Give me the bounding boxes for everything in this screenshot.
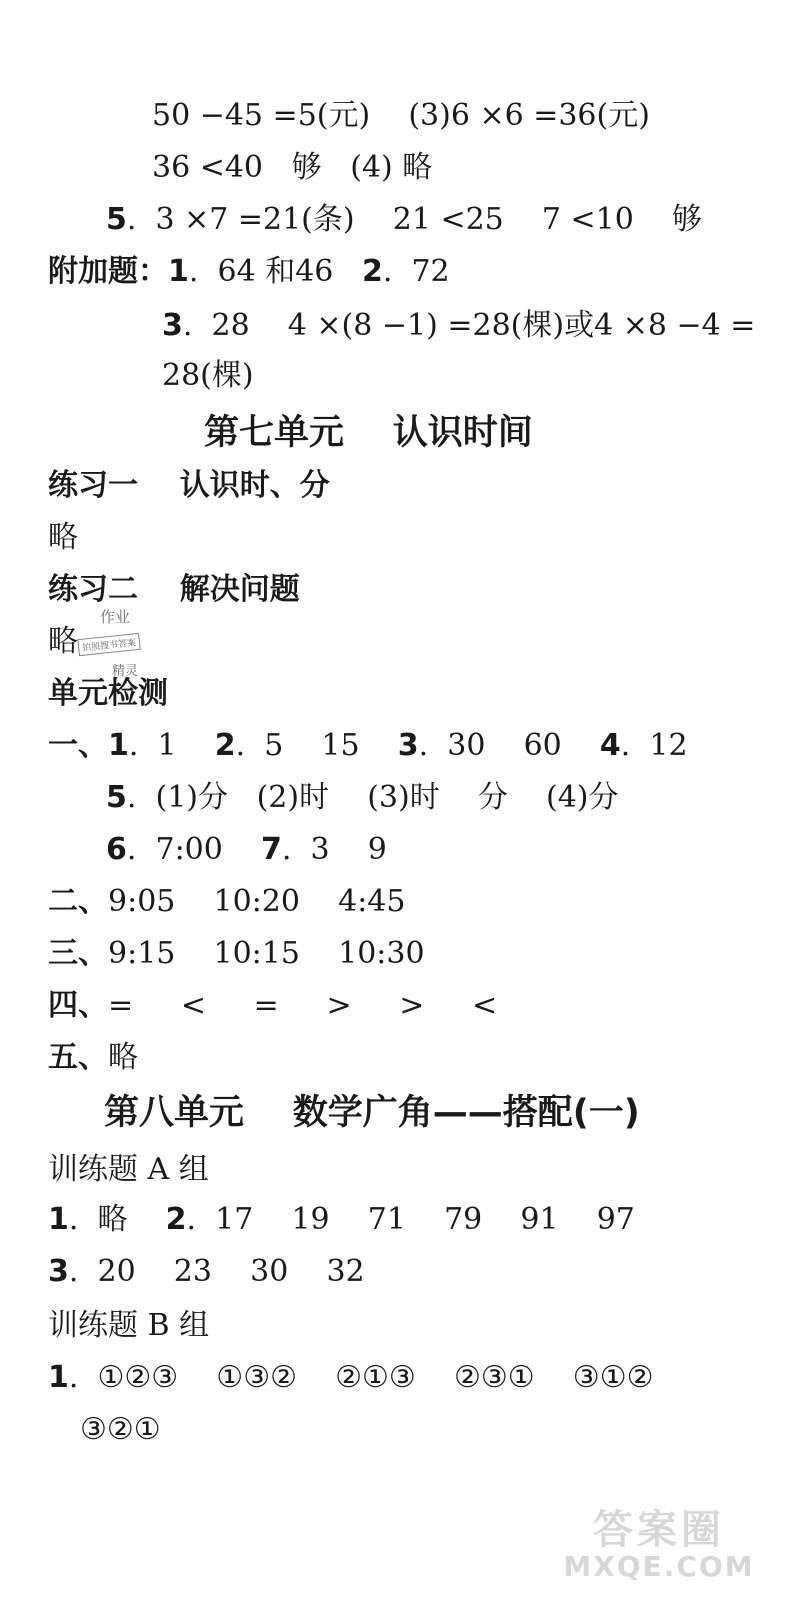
unit-7-title — [204, 412, 533, 454]
text-segment: . 72 — [382, 254, 450, 289]
bonus-line — [48, 254, 450, 290]
test-section-2 — [48, 884, 405, 920]
text-segment: . 28 4 ×(8 −1) =28(棵)或4 ×8 −4 = — [182, 308, 756, 343]
stamp-text-2: 拍照搜书答案 — [77, 633, 140, 656]
text-segment: 9:05 10:20 4:45 — [108, 884, 406, 919]
text-segment: 1 — [108, 728, 129, 763]
test-section-4 — [48, 988, 497, 1024]
text-segment: 1 — [48, 1360, 69, 1395]
text-segment: 28(棵) — [162, 358, 254, 393]
text-segment: 1 — [168, 254, 189, 289]
text-segment: . 略 — [68, 1202, 166, 1237]
group-a-q1 — [48, 1202, 635, 1238]
text-segment: 略 — [48, 624, 78, 659]
unit-8-title — [104, 1092, 640, 1134]
test-section-1 — [48, 728, 688, 764]
text-segment: . 3 9 — [281, 832, 387, 867]
text-segment: 3 — [397, 728, 419, 763]
answer-line-2 — [152, 150, 432, 186]
text-segment: . (1)分 (2)时 (3)时 分 (4)分 — [126, 780, 619, 815]
text-segment: 4 — [599, 728, 621, 763]
bonus-line-3-cont — [162, 358, 254, 394]
text-segment: . 64 和46 — [188, 254, 362, 289]
watermark-text-2: MXQE.COM — [563, 1550, 755, 1583]
text-segment: 第八单元 数学广角——搭配(一) — [104, 1093, 640, 1133]
text-segment: 二、 — [48, 884, 108, 919]
text-segment: . 7:00 — [126, 832, 261, 867]
group-a-q3 — [48, 1254, 365, 1290]
text-segment: ③②① — [80, 1412, 161, 1447]
bonus-line-3 — [162, 308, 755, 344]
test-section-1-q6 — [106, 832, 387, 868]
text-segment: 50 −45 =5(元) (3)6 ×6 =36(元) — [152, 98, 650, 133]
exercise-1-answer — [48, 520, 78, 556]
text-segment: 单元检测 — [48, 676, 168, 711]
text-segment: . ①②③ ①③② ②①③ ②③① ③①② — [68, 1360, 654, 1395]
text-segment: 练习一 认识时、分 — [48, 468, 330, 503]
text-segment: 1 — [48, 1202, 69, 1237]
group-a-heading — [48, 1152, 209, 1188]
text-segment: 3 — [48, 1254, 69, 1289]
text-segment: . 20 23 30 32 — [68, 1254, 365, 1289]
text-segment: . 17 19 71 79 91 97 — [186, 1202, 635, 1237]
text-segment: 36 <40 够 (4) 略 — [152, 150, 433, 185]
watermark-logo — [549, 1508, 769, 1588]
text-segment: 附加题： — [48, 254, 168, 289]
text-segment: . 12 — [620, 728, 688, 763]
group-b-q1 — [48, 1360, 653, 1396]
answer-line-3 — [106, 202, 702, 238]
text-segment: 练习二 解决问题 — [48, 572, 300, 607]
text-segment: 略 — [108, 1040, 138, 1075]
stamp-text-1: 作业 — [100, 608, 131, 626]
text-segment: 三、 — [48, 936, 108, 971]
text-segment: 5 — [106, 780, 127, 815]
text-segment: . 30 60 — [418, 728, 600, 763]
group-b-q1-cont — [80, 1412, 161, 1448]
text-segment: 5 — [106, 202, 127, 237]
group-b-heading — [48, 1308, 209, 1344]
text-segment: 训练题 B 组 — [48, 1308, 210, 1343]
text-segment: 2 — [165, 1202, 187, 1237]
text-segment: = < = > > < — [108, 988, 498, 1023]
text-segment: 第七单元 认识时间 — [204, 413, 533, 453]
text-segment: 6 — [106, 832, 127, 867]
text-segment: 训练题 A 组 — [48, 1152, 209, 1187]
text-segment: . 3 ×7 =21(条) 21 <25 7 <10 够 — [126, 202, 702, 237]
text-segment: 7 — [261, 832, 282, 867]
text-segment: 略 — [48, 520, 78, 555]
answer-line-1 — [152, 98, 650, 134]
text-segment: 四、 — [48, 988, 108, 1023]
text-segment: 9:15 10:15 10:30 — [108, 936, 425, 971]
text-segment: 一、 — [48, 728, 108, 763]
text-segment: 2 — [214, 728, 236, 763]
watermark-text-1: 答案圈 — [593, 1507, 725, 1553]
test-section-3 — [48, 936, 425, 972]
test-section-1-q5 — [106, 780, 619, 816]
stamp-text-3: 精灵 — [112, 664, 139, 679]
test-section-5 — [48, 1040, 138, 1076]
text-segment: . 1 — [128, 728, 215, 763]
homework-stamp — [48, 598, 172, 682]
text-segment: . 5 15 — [235, 728, 398, 763]
text-segment: 五、 — [48, 1040, 108, 1075]
exercise-1-heading — [48, 468, 330, 504]
text-segment: 2 — [361, 254, 383, 289]
text-segment: 3 — [162, 308, 183, 343]
